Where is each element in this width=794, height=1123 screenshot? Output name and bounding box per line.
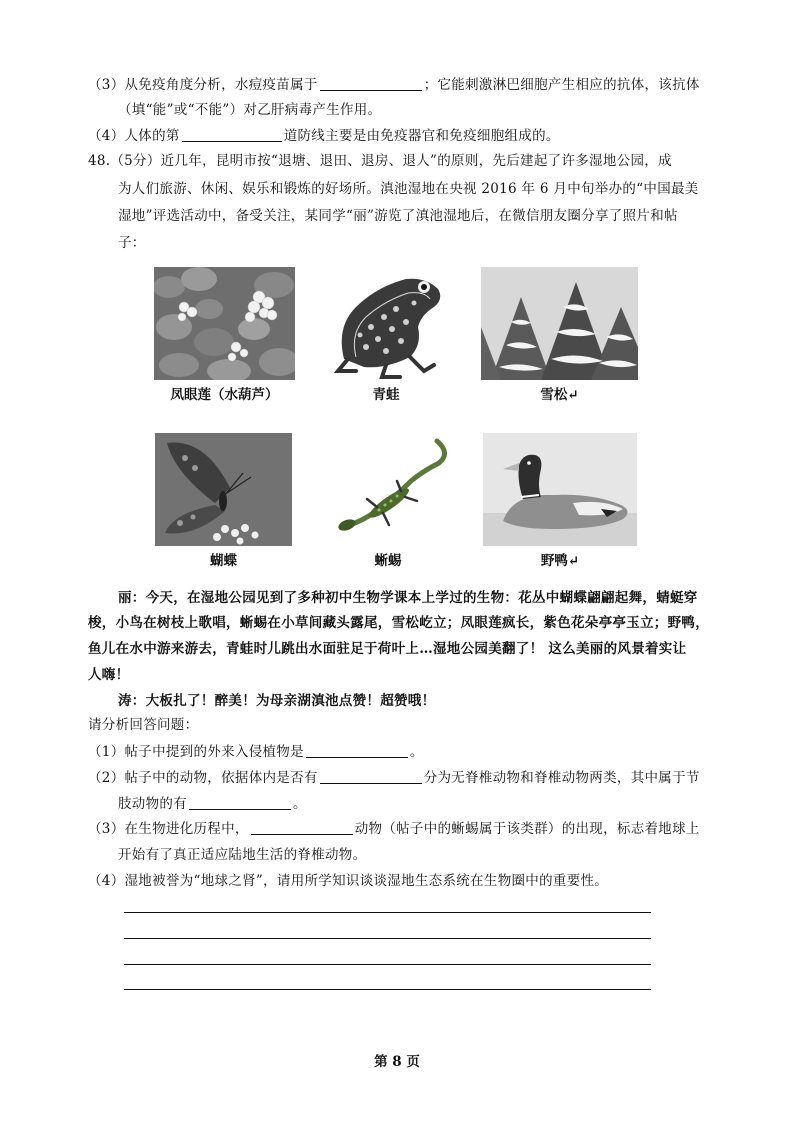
q47-part3-blank[interactable] [320,77,422,91]
q48-sub1-line [88,743,424,761]
q47-part3-line1 [88,76,700,94]
q48-intro-line3: 湿地”评选活动中，备受关注，某同学“丽”游览了滇池湿地后，在微信朋友圈分享了照片和帖 [118,208,678,224]
water-hyacinth-photo [154,267,295,380]
q48-sub2-blank1[interactable] [320,770,422,784]
wild-duck-icon [483,433,637,546]
q48-sub3-line1 [88,820,700,838]
reply-line: 涛：大板扎了！醉美！为母亲湖滇池点赞！超赞哦！ [118,693,436,709]
q48-sub2-blank2[interactable] [189,796,291,810]
q48-sub3-line2: 开始有了真正适应陆地生活的脊椎动物。 [118,847,367,863]
q47-part4-text-a: （4）人体的第 [88,128,180,144]
q48-intro-line2: 为人们旅游、休闲、娱乐和锻炼的好场所。滇池湿地在央视 2016 年 6 月中旬举办的“中国最美 [118,181,699,197]
post-line3: 鱼儿在水中游来游去，青蛙时儿跳出水面驻足于荷叶上…湿地公园美翻了！ 这么美丽的风景着实让 [88,641,687,657]
answer-line-2[interactable] [124,938,651,939]
caption-frog: 青蛙 [372,387,400,403]
q48-sub2-text-c: 肢动物的有 [118,796,187,812]
q48-sub4-line: （4）湿地被誉为“地球之肾”，请用所学知识谈谈湿地生态系统在生物圈中的重要性。 [88,873,609,889]
post-line1: 丽：今天，在湿地公园见到了多种初中生物学课本上学过的生物：花丛中蝴蝶翩翩起舞，蜻蜓穿 [118,590,698,606]
lizard-icon [327,433,449,546]
page-number: 第 8 页 [374,1054,420,1070]
q47-part3-text-b: ；它能刺激淋巴细胞产生相应的抗体，该抗体 [423,77,700,93]
butterfly-photo [155,433,292,546]
q48-sub2-line2 [118,795,307,813]
post-line4: 人嗨！ [88,667,130,683]
caption-butterfly: 蝴蝶 [210,553,237,569]
caption-cedar: 雪松↵ [540,387,579,403]
water-hyacinth-icon [154,267,295,380]
q48-intro-line4: 子： [118,235,146,251]
q48-sub2-line1 [88,769,700,787]
q48-sub3-text-a: （3）在生物进化历程中， [88,821,249,837]
answer-line-4[interactable] [124,989,651,990]
q48-sub3-text-b: 动物（帖子中的蜥蜴属于该类群）的出现，标志着地球上 [354,821,700,837]
q48-sub1-text-a: （1）帖子中提到的外来入侵植物是 [88,744,304,760]
q48-sub1-text-b: 。 [409,744,424,760]
wild-duck-photo [483,433,637,546]
q47-part4-text-b: 道防线主要是由免疫器官和免疫细胞组成的。 [283,128,560,144]
frog-photo [326,267,446,380]
caption-lizard: 蜥蜴 [374,553,402,569]
answer-line-3[interactable] [124,964,651,965]
q48-sub2-text-a: （2）帖子中的动物，依据体内是否有 [88,770,318,786]
caption-water-hyacinth: 凤眼莲（水葫芦） [170,387,279,403]
q47-part4-line [88,127,560,145]
q48-sub1-blank[interactable] [306,744,408,758]
frog-icon [326,267,446,380]
cedar-photo [481,267,638,380]
q48-intro-line1: 48.（5分）近几年，昆明市按“退塘、退田、退房、退人”的原则，先后建起了许多湿地公园，成 [88,153,672,169]
q48-sub2-text-b: 分为无脊椎动物和脊椎动物两类，其中属于节 [423,770,700,786]
q47-part3-text-a: （3）从免疫角度分析，水痘疫苗属于 [88,77,318,93]
butterfly-icon [155,433,292,546]
cedar-icon [481,267,638,380]
prompt-line: 请分析回答问题： [88,717,199,733]
answer-line-1[interactable] [124,912,651,913]
q48-sub3-blank[interactable] [251,821,353,835]
lizard-photo [327,433,449,546]
caption-wild-duck: 野鸭↵ [540,553,580,569]
q47-part4-blank[interactable] [182,128,282,142]
post-line2: 梭，小鸟在树枝上歌唱，蜥蜴在小草间藏头露尾，雪松屹立；凤眼莲疯长，紫色花朵亭亭玉立；野鸭， [88,615,709,631]
q47-part3-line2: （填“能”或“不能”）对乙肝病毒产生作用。 [118,102,382,118]
q48-sub2-text-d: 。 [293,796,307,812]
